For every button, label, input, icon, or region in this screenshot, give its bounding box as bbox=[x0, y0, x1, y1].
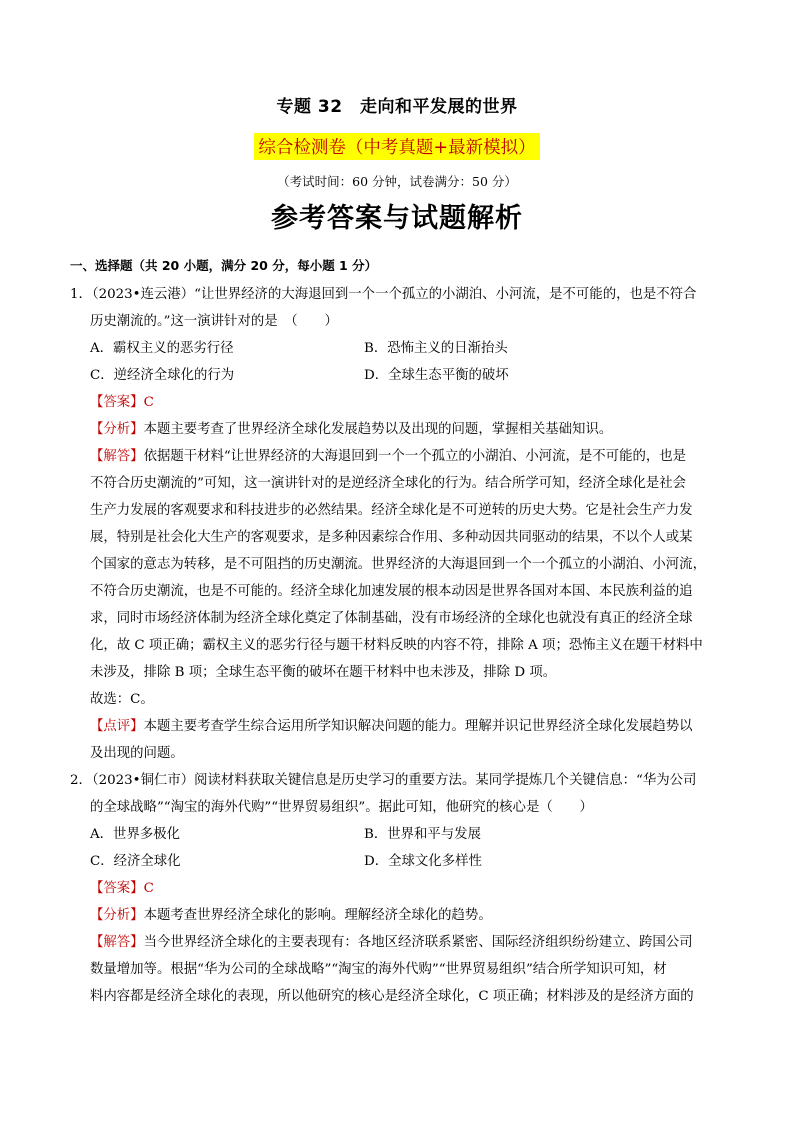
q2-stem-line: 的全球战略”“淘宝的海外代购”“世界贸易组织”。据此可知，他研究的核心是（ ） bbox=[90, 800, 593, 815]
analysis-text: 本题主要考查了世界经济全球化发展趋势以及出现的问题，掌握相关基础知识。 bbox=[143, 422, 613, 437]
q1-solution-line: 求，同时市场经济体制为经济全球化奠定了体制基础，没有市场经济的全球化也就没有真正的经济全球 bbox=[90, 611, 693, 626]
q2-option-c: C．经济全球化 bbox=[90, 854, 181, 869]
comment-tag: 【点评】 bbox=[90, 719, 144, 734]
q1-stem-line: 历史潮流的。”这一演讲针对的是 （ ） bbox=[90, 314, 338, 329]
q1-option-c: C．逆经济全球化的行为 bbox=[90, 368, 235, 383]
q2-stem-line: 2．（2023•铜仁市）阅读材料获取关键信息是历史学习的重要方法。某同学提炼几个关键信息：“华为公司 bbox=[70, 773, 697, 788]
q1-comment-line bbox=[90, 715, 693, 734]
q1-solution-line: 展，特别是社会化大生产的客观要求，是多种因素综合作用、多种动因共同驱动的结果，不以个人或某 bbox=[90, 530, 693, 545]
q1-choice: 故选：C。 bbox=[90, 692, 154, 707]
q2-answer bbox=[90, 877, 154, 896]
answer-value: C bbox=[143, 395, 154, 410]
q2-solution-line bbox=[90, 931, 693, 950]
q1-solution-line: 化，故 C 项正确；霸权主义的恶劣行径与题干材料反映的内容不符，排除 A 项；恐怖主义在题干材料中 bbox=[90, 638, 703, 653]
comment-text: 本题主要考查学生综合运用所学知识解决问题的能力。理解并识记世界经济全球化发展趋势以 bbox=[143, 719, 693, 734]
q1-option-a: A．霸权主义的恶劣行径 bbox=[90, 341, 234, 356]
solution-text: 依据题干材料“让世界经济的大海退回到一个一个孤立的小湖泊、小河流，是不可能的，也是 bbox=[143, 449, 687, 464]
q1-analysis bbox=[90, 418, 612, 437]
q2-solution-line: 料内容都是经济全球化的表现，所以他研究的核心是经济全球化，C 项正确；材料涉及的是经济方面的 bbox=[90, 989, 694, 1004]
analysis-tag: 【分析】 bbox=[90, 422, 144, 437]
topic-title: 专题 32 走向和平发展的世界 bbox=[276, 97, 518, 117]
q2-option-b: B．世界和平与发展 bbox=[364, 827, 481, 842]
solution-tag: 【解答】 bbox=[90, 449, 144, 464]
analysis-tag: 【分析】 bbox=[90, 908, 144, 923]
q1-option-b: B．恐怖主义的日渐抬头 bbox=[364, 341, 508, 356]
exam-info: （考试时间：60 分钟，试卷满分：50 分） bbox=[277, 174, 517, 189]
section-heading: 一、选择题（共 20 小题，满分 20 分，每小题 1 分） bbox=[70, 258, 378, 273]
q1-solution-line: 未涉及，排除 B 项；全球生态平衡的破坏在题干材料中也未涉及，排除 D 项。 bbox=[90, 665, 557, 680]
q2-analysis bbox=[90, 904, 492, 923]
main-heading: 参考答案与试题解析 bbox=[271, 203, 523, 234]
q1-solution-line: 生产力发展的客观要求和科技进步的必然结果。经济全球化是不可逆转的历史大势。它是社会生产力发 bbox=[90, 503, 693, 518]
answer-tag: 【答案】 bbox=[90, 881, 144, 896]
answer-tag: 【答案】 bbox=[90, 395, 144, 410]
q1-solution-line: 个国家的意志为转移，是不可阻挡的历史潮流。世界经济的大海退回到一个一个孤立的小湖泊、小河流， bbox=[90, 557, 706, 572]
solution-text: 当今世界经济全球化的主要表现有：各地区经济联系紧密、国际经济组织纷纷建立、跨国公司 bbox=[143, 935, 693, 950]
q1-stem-line: 1．（2023•连云港）“让世界经济的大海退回到一个一个孤立的小湖泊、小河流，是不可能的，也是不符合 bbox=[70, 287, 697, 302]
q1-solution-line: 不符合历史潮流的”可知，这一演讲针对的是逆经济全球化的行为。结合所学可知，经济全球化是社会 bbox=[90, 476, 687, 491]
analysis-text: 本题考查世界经济全球化的影响。理解经济全球化的趋势。 bbox=[143, 908, 492, 923]
subtitle-container bbox=[0, 133, 794, 160]
highlighted-subtitle: 综合检测卷（中考真题+最新模拟） bbox=[254, 133, 539, 160]
q1-solution-line bbox=[90, 445, 686, 464]
q1-comment-line: 及出现的问题。 bbox=[90, 746, 184, 761]
answer-value: C bbox=[143, 881, 154, 896]
solution-tag: 【解答】 bbox=[90, 935, 144, 950]
q2-option-d: D．全球文化多样性 bbox=[364, 854, 482, 869]
q2-option-a: A．世界多极化 bbox=[90, 827, 181, 842]
q1-option-d: D．全球生态平衡的破坏 bbox=[364, 368, 509, 383]
q2-solution-line: 数量增加等。根据“华为公司的全球战略”“淘宝的海外代购”“世界贸易组织”结合所学知识可知，材 bbox=[90, 962, 667, 977]
q1-answer bbox=[90, 391, 154, 410]
q1-solution-line: 不符合历史潮流，也是不可能的。经济全球化加速发展的根本动因是世界各国对本国、本民族利益的追 bbox=[90, 584, 693, 599]
